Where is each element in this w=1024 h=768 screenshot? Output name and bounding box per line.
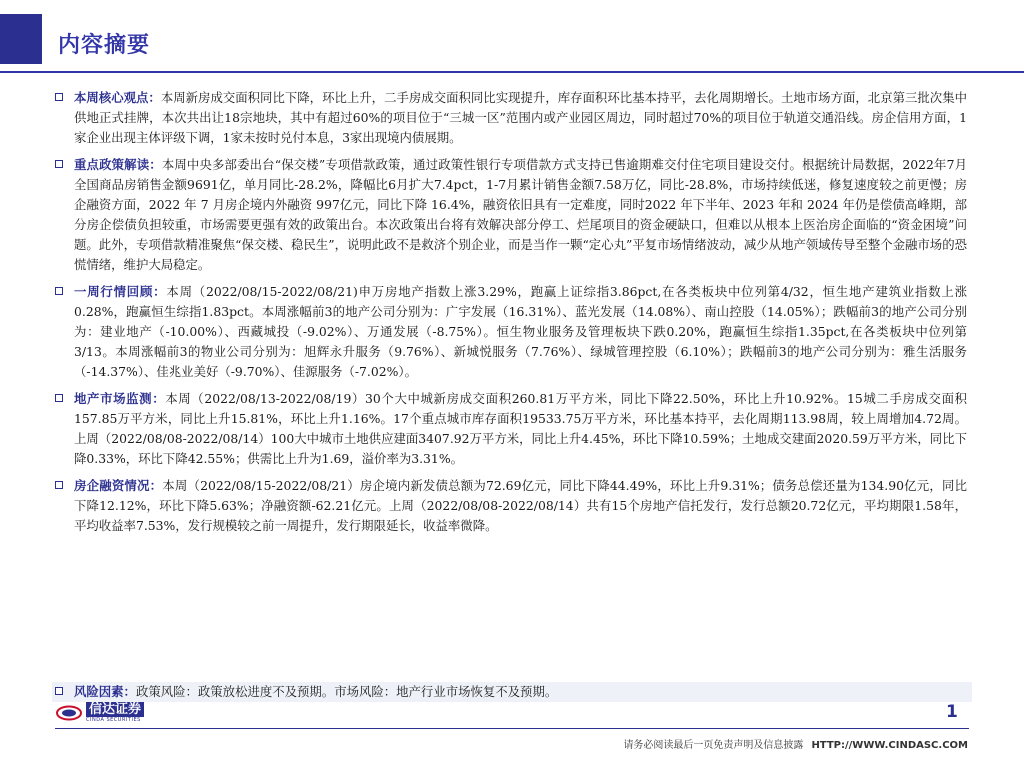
section-label: 房企融资情况： [74, 478, 163, 493]
section-risk [55, 682, 986, 702]
header-corner-block [0, 14, 42, 64]
section-financing [55, 476, 967, 536]
section-label: 一周行情回顾： [74, 284, 167, 299]
company-logo [56, 702, 144, 723]
summary-content [55, 88, 967, 543]
section-label: 本周核心观点： [74, 90, 161, 105]
page-number: 1 [946, 702, 958, 722]
section-market-review [55, 282, 967, 382]
page-title: 内容摘要 [58, 33, 151, 58]
section-label: 地产市场监测： [74, 391, 166, 406]
section-text: 本周（2022/08/15-2022/08/21)申万房地产指数上涨3.29%，跑赢上证综指3.86pct,在各类板块中位列第4/32，恒生地产建筑业指数上涨0.28%，跑赢恒生综指1.83pct。本周涨幅前3的地产公司分别为：广宇发展（16.31%）、蓝光发展（14.08%）、南山控股（14.05%）；跌幅前3的地产公司分别为：建业地产（-10.00%）、西藏城投（-9.02%）、万通发展（-8.75%）。恒生物业服务及管理板块下跌0.20%，跑赢恒生综指1.35pct,在各类板块中位列第3/13。本周涨幅前3的物业公司分别为：旭辉永升服务（9.76%）、新城悦服务（7.76%）、绿城管理控股（6.10%）；跌幅前3的地产公司分别为：雅生活服务（-14.37%）、佳兆业美好（-9.70%）、佳源服务（-7.02%）。 [74, 284, 968, 379]
section-market-monitor [55, 389, 967, 469]
footer-note [623, 736, 968, 751]
square-bullet-icon [55, 160, 63, 168]
disclaimer-text: 请务必阅读最后一页免责声明及信息披露 [623, 740, 804, 751]
logo-english-name: CINDA SECURITIES [86, 717, 141, 723]
square-bullet-icon [55, 687, 63, 695]
section-policy [55, 155, 967, 275]
section-text: 本周新房成交面积同比下降，环比上升，二手房成交面积同比实现提升，库存面积环比基本持平，去化周期增长。土地市场方面，北京第三批次集中供地正式挂牌，本次共出让18宗地块，其中有超过60%的项目位于“三城一区”范围内或产业园区周边，同时超过70%的项目位于轨道交通沿线。房企信用方面，1家企业出现主体评级下调，1家未按时兑付本息，3家出现境内债展期。 [74, 90, 968, 145]
section-label: 风险因素： [74, 684, 136, 699]
title-divider [0, 71, 1024, 73]
square-bullet-icon [55, 93, 63, 101]
website-link[interactable]: HTTP://WWW.CINDASC.COM [811, 740, 968, 751]
cinda-logo-icon [56, 705, 82, 721]
square-bullet-icon [55, 287, 63, 295]
logo-name: 信达证券 [86, 702, 144, 717]
section-text: 政策风险：政策放松进度不及预期。市场风险：地产行业市场恢复不及预期。 [135, 684, 558, 699]
section-text: 本周中央多部委出台“保交楼”专项借款政策，通过政策性银行专项借款方式支持已售逾期难交付住宅项目建设交付。根据统计局数据，2022年7月全国商品房销售金额9691亿，单月同比-28.2%，降幅比6月扩大7.4pct，1-7月累计销售金额7.58万亿，同比-28.8%，市场持续低迷，修复速度较之前更慢；房企融资方面，2022 年 7 月房企境内外融资 997亿元，同比下降 16.4%，融资依旧具有一定难度，同时2022 年下半年、2023 年和 2024 年仍是偿债高峰期，部分房企偿债负担较重，市场需要更强有效的政策出台。本次政策出台将有效解决部分停工、烂尾项目的资金硬缺口，但难以从根本上医治房企面临的“资金困境”问题。此外，专项借款精准聚焦“保交楼、稳民生”，说明此政不是救济个别企业，而是当作一颗“定心丸”平复市场情绪波动，减少从地产领域传导至整个金融市场的恐慌情绪，维护大局稳定。 [74, 157, 967, 272]
section-core-view [55, 88, 967, 148]
footer-divider [55, 728, 969, 729]
square-bullet-icon [55, 481, 63, 489]
square-bullet-icon [55, 394, 63, 402]
section-text: 本周（2022/08/13-2022/08/19）30个大中城新房成交面积260.81万平方米，同比下降22.50%，环比上升10.92%。15城二手房成交面积157.85万平方米，同比上升15.81%，环比上升1.16%。17个重点城市库存面积19533.75万平方米，环比基本持平，去化周期113.98周，较上周增加4.72周。上周（2022/08/08-2022/08/14）100大中城市土地供应建面3407.92万平方米，同比上升4.45%，环比下降10.59%；土地成交建面2020.59万平方米，同比下降0.33%，环比下降42.55%；供需比上升为1.69，溢价率为3.31%。 [74, 391, 968, 466]
section-text: 本周（2022/08/15-2022/08/21）房企境内新发债总额为72.69亿元，同比下降44.49%，环比上升9.31%；债务总偿还量为134.90亿元，同比下降12.12%，环比下降5.63%；净融资额-62.21亿元。上周（2022/08/08-2022/08/14）共有15个房地产信托发行，发行总额20.72亿元，平均期限1.58年，平均收益率7.53%，发行规模较之前一周提升，发行期限延长，收益率微降。 [74, 478, 968, 533]
section-label: 重点政策解读： [74, 157, 162, 172]
